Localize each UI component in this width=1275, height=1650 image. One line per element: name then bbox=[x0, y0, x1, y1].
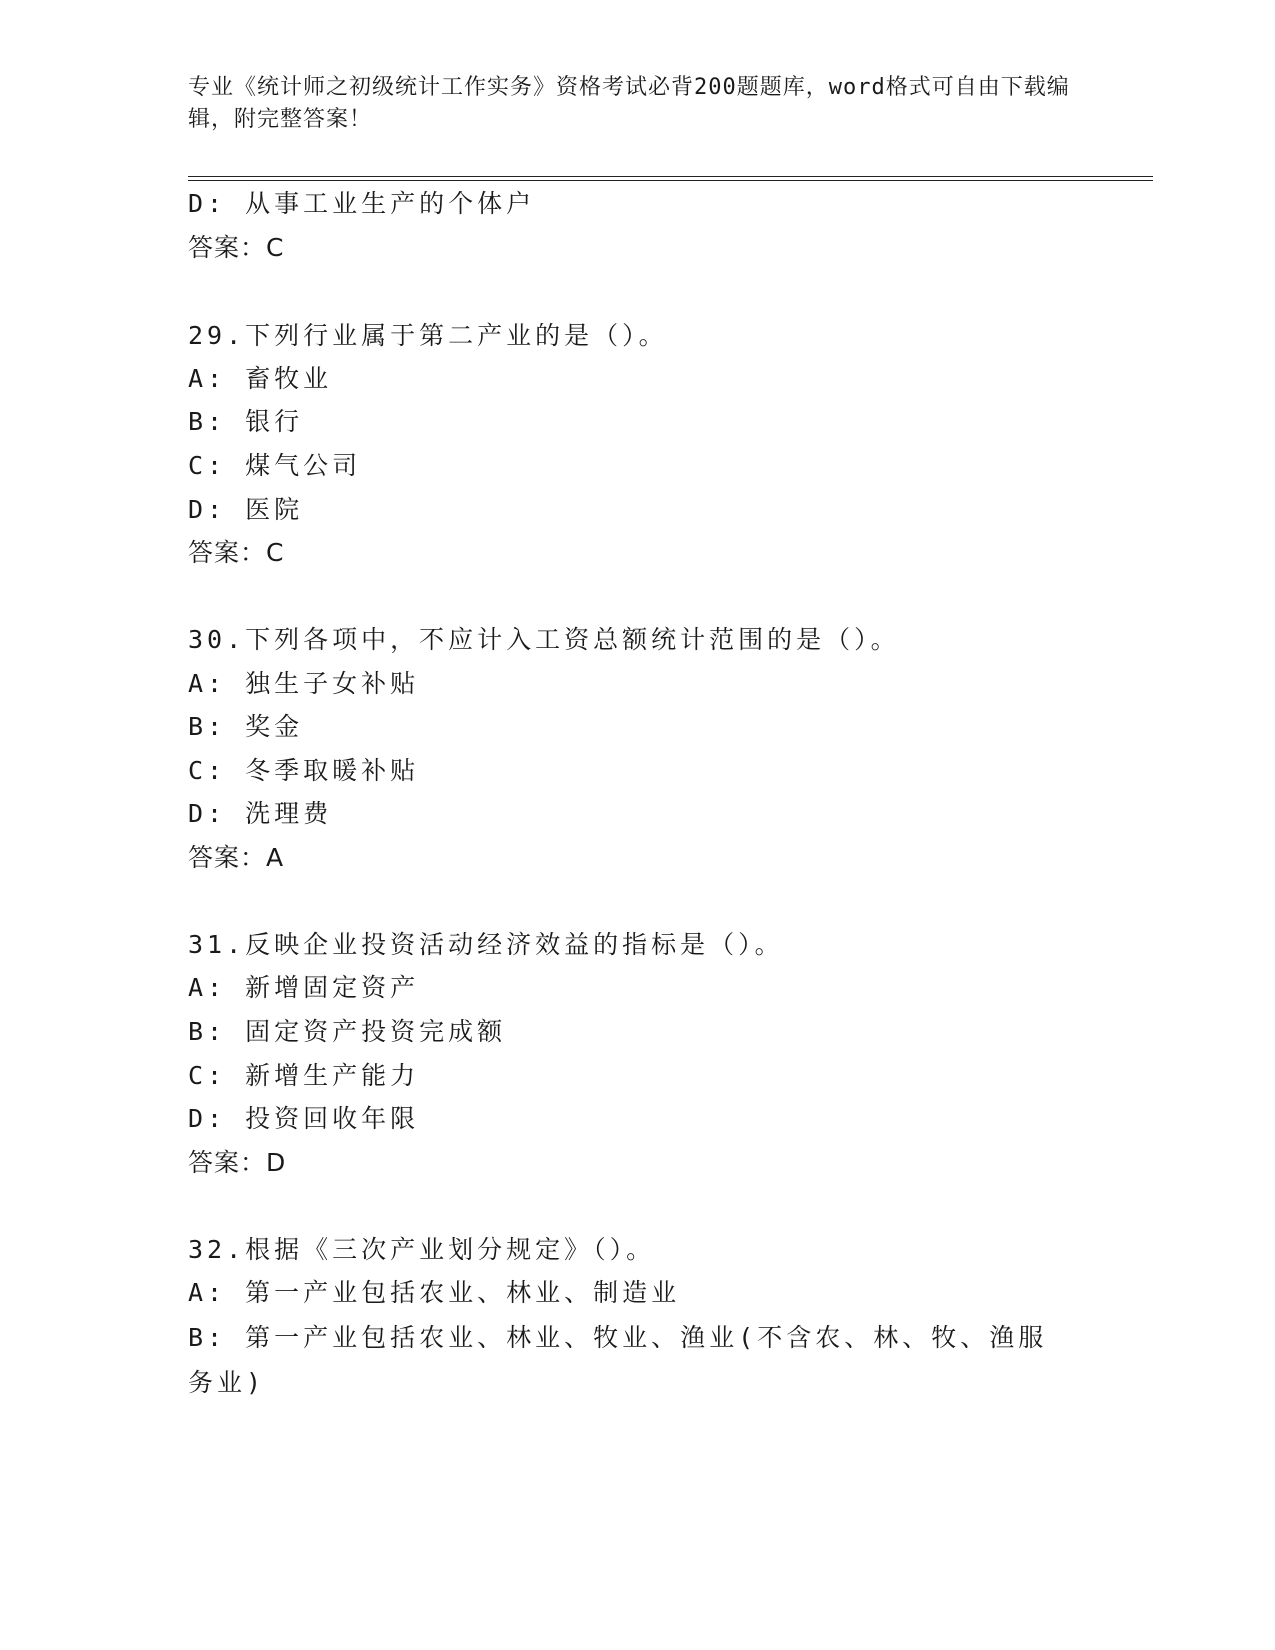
q29-option-d: D: 医院 bbox=[188, 495, 304, 524]
header-divider-bottom bbox=[188, 180, 1153, 181]
q31-answer: 答案：D bbox=[188, 1148, 287, 1177]
q30-option-d: D: 洗理费 bbox=[188, 799, 333, 828]
q29-option-c: C: 煤气公司 bbox=[188, 451, 362, 480]
document-header: 专业《统计师之初级统计工作实务》资格考试必背200题题库，word格式可自由下载编辑，附完整答案！ bbox=[188, 75, 1070, 132]
q31-option-c: C: 新增生产能力 bbox=[188, 1061, 420, 1090]
q31-option-a: A: 新增固定资产 bbox=[188, 973, 420, 1002]
q29-option-a: A: 畜牧业 bbox=[188, 364, 333, 393]
q31-option-d: D: 投资回收年限 bbox=[188, 1104, 420, 1133]
q28-answer: 答案：C bbox=[188, 233, 285, 262]
q32-option-a: A: 第一产业包括农业、林业、制造业 bbox=[188, 1278, 681, 1307]
q30-option-c: C: 冬季取暖补贴 bbox=[188, 756, 420, 785]
q29-option-b: B: 银行 bbox=[188, 407, 304, 436]
q30-answer: 答案：A bbox=[188, 843, 285, 872]
q31-question: 31.反映企业投资活动经济效益的指标是（）。 bbox=[188, 930, 784, 959]
q30-question: 30.下列各项中，不应计入工资总额统计范围的是（）。 bbox=[188, 625, 900, 654]
header-divider-top bbox=[188, 176, 1153, 177]
q31-option-b: B: 固定资产投资完成额 bbox=[188, 1017, 507, 1046]
q32-option-b: B: 第一产业包括农业、林业、牧业、渔业(不含农、林、牧、渔服务业) bbox=[188, 1323, 1048, 1397]
q29-question: 29.下列行业属于第二产业的是（）。 bbox=[188, 321, 668, 350]
q32-question: 32.根据《三次产业划分规定》（）。 bbox=[188, 1235, 656, 1264]
q30-option-a: A: 独生子女补贴 bbox=[188, 669, 420, 698]
q29-answer: 答案：C bbox=[188, 538, 285, 567]
q28-option-d: D: 从事工业生产的个体户 bbox=[188, 189, 536, 218]
q30-option-b: B: 奖金 bbox=[188, 712, 304, 741]
